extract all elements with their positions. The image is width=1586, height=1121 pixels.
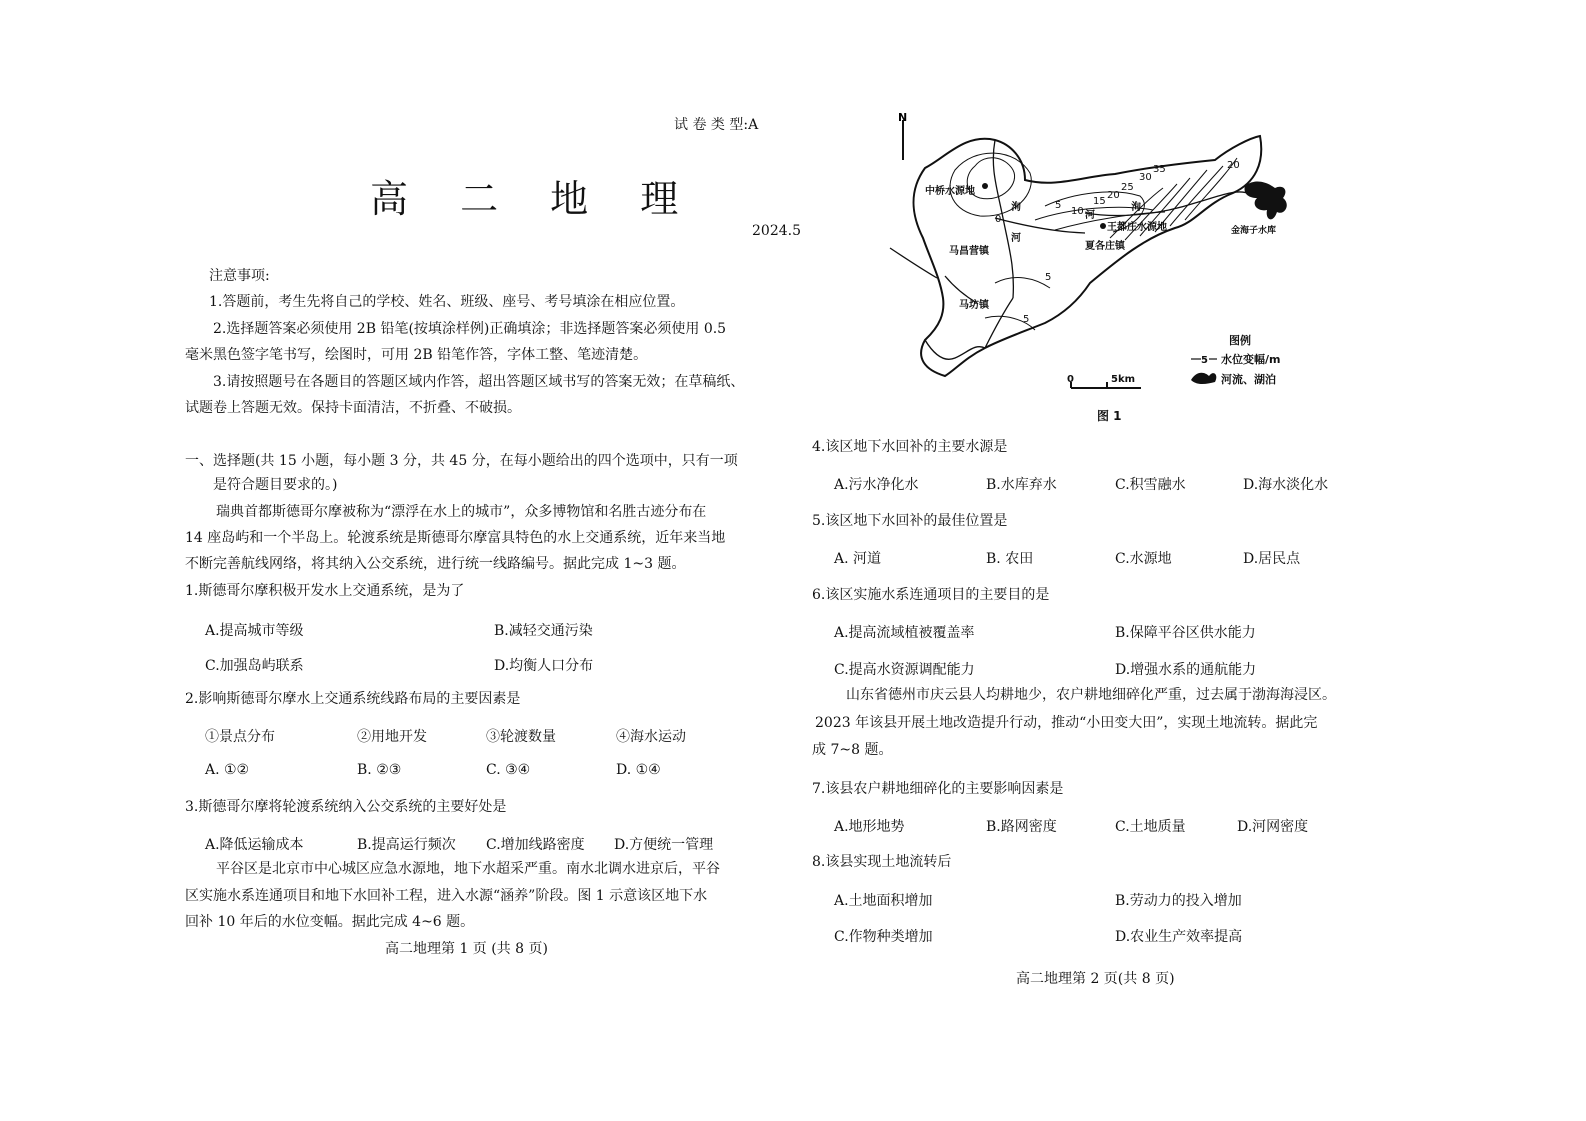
question-stem-2: 2.影响斯德哥尔摩水上交通系统线路布局的主要因素是 [185,691,521,707]
q2-factor: ②用地开发 [357,729,427,745]
q7-option-a[interactable]: A.地形地势 [834,819,905,835]
q2-option-b[interactable]: B. ②③ [357,762,402,778]
q5-option-a[interactable]: A. 河道 [834,551,882,567]
river-lines [890,140,1270,348]
q1-option-c[interactable]: C.加强岛屿联系 [205,658,304,674]
groundwater-map [885,108,1325,433]
passage-line: 14 座岛屿和一个半岛上。轮渡系统是斯德哥尔摩富具特色的水上交通系统，近年来当地 [185,530,726,546]
contour-value: 25 [1121,182,1134,193]
passage-line: 平谷区是北京市中心城区应急水源地，地下水超采严重。南水北调水进京后，平谷 [216,861,720,877]
contour-value: 20 [1107,190,1120,201]
figure-caption: 图 1 [1097,409,1122,423]
notice-line: 3.请按照题号在各题目的答题区域内作答，超出答题区域书写的答案无效；在草稿纸、 [213,374,745,390]
q3-option-c[interactable]: C.增加线路密度 [486,837,585,853]
q2-option-c[interactable]: C. ③④ [486,762,531,778]
contour-value: 5 [1045,272,1052,283]
river-label: 河 [1085,210,1095,221]
reservoir-icon [1245,182,1287,220]
q8-option-c[interactable]: C.作物种类增加 [834,929,933,945]
notice-line: 1.答题前，考生先将自己的学校、姓名、班级、座号、考号填涂在相应位置。 [209,294,685,310]
q2-option-a[interactable]: A. ①② [205,762,250,778]
water-legend-icon [1191,373,1216,384]
q8-option-d[interactable]: D.农业生产效率提高 [1115,929,1243,945]
contour-value: 15 [1093,196,1106,207]
q2-option-d[interactable]: D. ①④ [616,762,661,778]
q6-option-a[interactable]: A.提高流域植被覆盖率 [834,625,975,641]
scale-zero: 0 [1067,374,1074,385]
place-label: 金海子水库 [1231,226,1277,236]
contour-value: 30 [1139,172,1152,183]
contour-value: 5 [1023,314,1030,325]
paper-type: 试 卷 类 型:A [674,117,759,133]
passage-line: 区实施水系连通项目和地下水回补工程，进入水源“涵养”阶段。图 1 示意该区地下水 [185,888,708,904]
contour-value: 0 [995,214,1002,225]
q8-option-a[interactable]: A.土地面积增加 [834,893,933,909]
contour-value: 5 [1055,200,1062,211]
q7-option-d[interactable]: D.河网密度 [1237,819,1309,835]
water-source-icon [1100,223,1106,229]
passage-line: 成 7~8 题。 [812,742,893,758]
contour-value: 20 [1227,160,1240,171]
section-heading: 一、选择题(共 15 小题，每小题 3 分，共 45 分，在每小题给出的四个选项中，只有一项 [185,453,738,469]
passage-line: 不断完善航线网络，将其纳入公交系统，进行统一线路编号。据此完成 1~3 题。 [185,556,686,572]
notice-line: 毫米黑色签字笔书写，绘图时，可用 2B 铅笔作答，字体工整、笔迹清楚。 [185,347,648,363]
q2-factor: ①景点分布 [205,729,275,745]
passage-line: 山东省德州市庆云县人均耕地少，农户耕地细碎化严重，过去属于渤海海浸区。 [846,687,1336,703]
question-stem-1: 1.斯德哥尔摩积极开发水上交通系统，是为了 [185,583,465,599]
q4-option-c[interactable]: C.积雪融水 [1115,477,1186,493]
contour-value: 10 [1071,206,1084,217]
section-heading-cont: 是符合题目要求的。) [213,477,338,493]
question-stem-5: 5.该区地下水回补的最佳位置是 [812,513,1008,529]
place-label: 马昌营镇 [949,246,989,257]
question-stem-3: 3.斯德哥尔摩将轮渡系统纳入公交系统的主要好处是 [185,799,507,815]
q6-option-c[interactable]: C.提高水资源调配能力 [834,662,975,678]
q5-option-d[interactable]: D.居民点 [1243,551,1301,567]
question-stem-7: 7.该县农户耕地细碎化的主要影响因素是 [812,781,1064,797]
legend-contour-label: 水位变幅/m [1221,353,1281,366]
river-label: 河 [1011,233,1021,244]
place-label: 夏各庄镇 [1085,241,1125,252]
notice-line: 2.选择题答案必须使用 2B 铅笔(按填涂样例)正确填涂；非选择题答案必须使用 0.5 [213,321,727,337]
exam-date: 2024.5 [752,223,801,239]
page-title: 高 二 地 理 [370,177,699,221]
q4-option-a[interactable]: A.污水净化水 [834,477,919,493]
question-stem-8: 8.该县实现土地流转后 [812,854,952,870]
river-label: 洵 [1011,202,1021,213]
q6-option-d[interactable]: D.增强水系的通航能力 [1115,662,1257,678]
q1-option-b[interactable]: B.减轻交通污染 [494,623,593,639]
north-label: N [898,111,908,124]
legend-water-label: 河流、湖泊 [1221,373,1276,386]
q3-option-d[interactable]: D.方便统一管理 [614,837,714,853]
q8-option-b[interactable]: B.劳动力的投入增加 [1115,893,1242,909]
q1-option-a[interactable]: A.提高城市等级 [205,623,304,639]
q3-option-b[interactable]: B.提高运行频次 [357,837,456,853]
question-stem-4: 4.该区地下水回补的主要水源是 [812,439,1008,455]
q7-option-b[interactable]: B.路网密度 [986,819,1057,835]
notice-heading: 注意事项: [209,268,270,284]
q2-factor: ④海水运动 [616,729,686,745]
water-source-icon [982,183,988,189]
river-label: 洵 [1131,202,1141,213]
page-footer-right: 高二地理第 2 页(共 8 页) [1016,971,1175,987]
place-label: 中桥水源地 [925,186,975,197]
q3-option-a[interactable]: A.降低运输成本 [205,837,304,853]
q5-option-c[interactable]: C.水源地 [1115,551,1172,567]
q6-option-b[interactable]: B.保障平谷区供水能力 [1115,625,1256,641]
q1-option-d[interactable]: D.均衡人口分布 [494,658,594,674]
place-label: 王都庄水源地 [1107,222,1167,233]
notice-line: 试题卷上答题无效。保持卡面清洁，不折叠、不破损。 [185,400,521,416]
q7-option-c[interactable]: C.土地质量 [1115,819,1186,835]
q4-option-d[interactable]: D.海水淡化水 [1243,477,1329,493]
scale-km: 5km [1111,374,1136,385]
legend-title: 图例 [1229,334,1251,347]
question-stem-6: 6.该区实施水系连通项目的主要目的是 [812,587,1050,603]
passage-line: 2023 年该县开展土地改造提升行动，推动“小田变大田”，实现土地流转。据此完 [815,715,1318,731]
passage-line: 瑞典首都斯德哥尔摩被称为“漂浮在水上的城市”，众多博物馆和名胜古迹分布在 [216,504,707,520]
legend-contour-sample: 5 [1201,355,1208,366]
page-footer-left: 高二地理第 1 页 (共 8 页) [385,941,548,957]
q4-option-b[interactable]: B.水库弃水 [986,477,1057,493]
passage-line: 回补 10 年后的水位变幅。据此完成 4~6 题。 [185,914,475,930]
q2-factor: ③轮渡数量 [486,729,556,745]
contour-value: 35 [1153,164,1166,175]
place-label: 马坊镇 [959,300,989,311]
q5-option-b[interactable]: B. 农田 [986,551,1034,567]
